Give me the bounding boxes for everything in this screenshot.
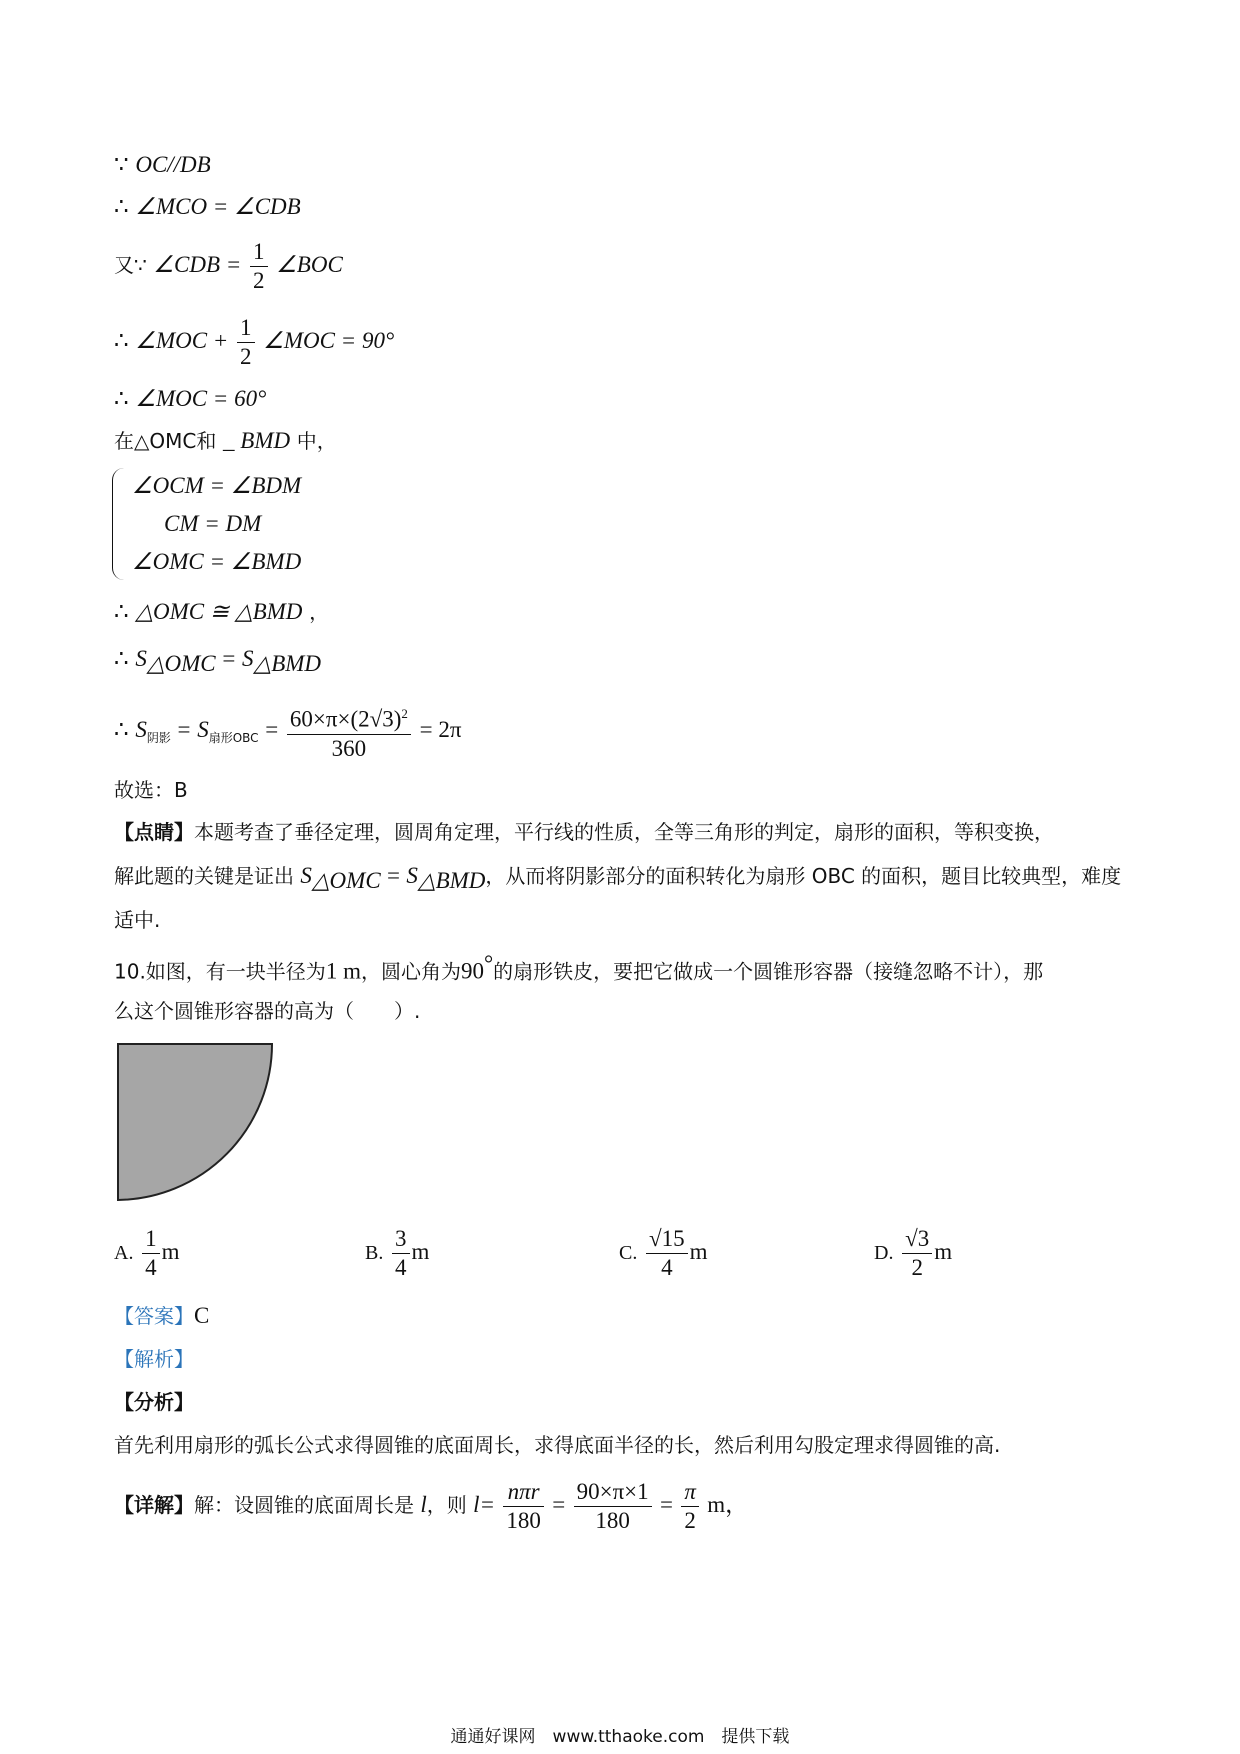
fraction-numerator: √3 <box>902 1225 932 1254</box>
therefore-symbol: ∴ <box>114 386 129 411</box>
sector-area-fraction <box>287 700 411 763</box>
area-symbol: S <box>406 863 418 888</box>
question-line-1 <box>114 950 1043 986</box>
fraction-denominator: 4 <box>661 1255 673 1280</box>
comment-text: 解此题的关键是证出 <box>114 864 294 888</box>
proof-line-5 <box>114 385 266 413</box>
system-equation-3: ∠OMC = ∠BMD <box>132 549 302 574</box>
detail-line <box>114 1478 748 1535</box>
variable-l: l <box>420 1492 427 1517</box>
because-symbol: ∵ <box>114 152 129 177</box>
fenxi-text: 首先利用扇形的弧长公式求得圆锥的底面周长，求得底面半径的长，然后利用勾股定理求得圆锥的高. <box>114 1433 1001 1457</box>
angle-equation: ∠MCO = ∠CDB <box>135 194 301 219</box>
therefore-symbol: ∴ <box>114 194 129 219</box>
proof-line-7 <box>114 598 329 626</box>
fraction-numerator: √15 <box>646 1225 688 1254</box>
answer-label: 【答案】 <box>114 1304 194 1328</box>
question-line-2: 么这个圆锥形容器的高为（ ）. <box>114 999 421 1023</box>
fraction-denominator: 180 <box>506 1508 541 1533</box>
fraction-denominator: 2 <box>253 268 265 293</box>
equals-sign: = <box>222 646 236 671</box>
option-a[interactable] <box>114 1225 180 1282</box>
fraction-numerator: 1 <box>250 238 268 267</box>
comment-line-2 <box>114 862 1121 895</box>
area-result: = 2π <box>419 716 462 742</box>
fraction-numerator: 3 <box>392 1225 410 1254</box>
comment-text: ，从而将阴影部分的面积转化为扇形 OBC 的面积，题目比较典型，难度 <box>485 864 1122 888</box>
arc-length-result <box>681 1478 699 1535</box>
triangle-name: _ BMD <box>223 428 291 453</box>
fraction-denominator: 2 <box>911 1255 923 1280</box>
comment-line-3: 适中. <box>114 908 161 932</box>
option-fraction <box>646 1225 688 1282</box>
equals-sign: = <box>660 1492 673 1517</box>
choice-line: 故选：B <box>114 778 188 802</box>
proof-line-3 <box>114 238 343 295</box>
fraction-denominator: 2 <box>684 1508 696 1533</box>
option-label: A. <box>114 1242 134 1264</box>
line-prefix: 又∵ <box>114 253 147 277</box>
proof-line-1 <box>114 151 211 179</box>
answer-value: C <box>194 1303 210 1328</box>
area-symbol: S <box>197 716 209 742</box>
fraction-denominator: 2 <box>240 344 252 369</box>
equation-lhs: ∠CDB = <box>153 252 242 277</box>
equals-sign: = <box>387 863 401 888</box>
comment-text: 本题考查了垂径定理，圆周角定理，平行线的性质，全等三角形的判定，扇形的面积，等积变换， <box>194 820 1054 844</box>
fraction-denominator: 180 <box>595 1508 630 1533</box>
sector-shape <box>118 1044 272 1200</box>
quarter-sector-figure <box>112 1040 282 1210</box>
fraction-numerator: nπr <box>503 1478 544 1507</box>
fraction-numerator: 90×π×1 <box>574 1478 652 1507</box>
angle-result: ∠MOC = 60° <box>135 386 267 411</box>
numerator-text: 60×π×(2√3) <box>289 706 402 732</box>
option-c[interactable] <box>619 1225 708 1282</box>
option-b[interactable] <box>365 1225 429 1282</box>
option-label: C. <box>619 1242 638 1264</box>
area-symbol: S <box>135 716 147 742</box>
radius-value: 1 m <box>325 958 361 984</box>
fraction-numerator: 1 <box>237 314 255 343</box>
equation-lhs: ∠MOC + <box>135 328 229 353</box>
angle-value: 90 <box>460 958 484 984</box>
area-subscript: 扇形OBC <box>208 731 259 746</box>
question-text: 的扇形铁皮，要把它做成一个圆锥形容器（接缝忽略不计），那 <box>493 959 1044 984</box>
line-suffix: 中， <box>296 429 337 453</box>
equation-rhs: ∠BOC <box>276 252 343 277</box>
unit-suffix: m， <box>707 1492 749 1517</box>
question-text: ，圆心角为 <box>360 959 461 984</box>
option-fraction <box>142 1225 160 1282</box>
system-line-2 <box>164 510 261 538</box>
system-line-3 <box>132 548 301 576</box>
area-symbol: S <box>242 646 254 671</box>
option-d[interactable] <box>874 1225 952 1282</box>
congruence-statement: △OMC ≅ △BMD <box>135 599 303 624</box>
option-unit: m <box>689 1239 708 1264</box>
fraction-numerator: π <box>681 1478 699 1507</box>
answer-line <box>114 1302 209 1330</box>
option-fraction <box>902 1225 932 1282</box>
parallel-statement: OC//DB <box>135 152 211 177</box>
detail-label: 【详解】 <box>114 1493 194 1517</box>
equals-sign: = <box>265 716 279 742</box>
therefore-symbol: ∴ <box>114 716 129 742</box>
detail-text: ，则 <box>426 1493 467 1517</box>
fraction-half <box>237 314 255 371</box>
equals-sign: = <box>177 716 191 742</box>
therefore-symbol: ∴ <box>114 328 129 353</box>
equals-sign: = <box>552 1492 566 1517</box>
line-suffix: ， <box>309 600 330 624</box>
option-unit: m <box>934 1239 953 1264</box>
variable-l: l= <box>473 1492 496 1517</box>
therefore-symbol: ∴ <box>114 646 129 671</box>
system-equation-1: ∠OCM = ∠BDM <box>132 473 302 498</box>
triangle-intro: 在△OMC和 <box>114 429 217 453</box>
degree-sign: ° <box>483 951 494 976</box>
fraction-denominator: 360 <box>331 735 367 761</box>
fraction-numerator <box>287 700 411 735</box>
proof-line-9 <box>114 700 461 763</box>
proof-line-4 <box>114 314 394 371</box>
fraction-denominator: 4 <box>395 1255 407 1280</box>
question-text: 10.如图，有一块半径为 <box>114 959 326 984</box>
detail-text: 解：设圆锥的底面周长是 <box>194 1493 414 1517</box>
area-subscript: △BMD <box>253 651 322 677</box>
option-unit: m <box>411 1239 430 1264</box>
proof-line-6 <box>114 427 337 455</box>
area-subscript: △OMC <box>146 651 216 677</box>
arc-length-formula <box>503 1478 544 1535</box>
option-unit: m <box>161 1239 180 1264</box>
system-equation-2: CM = DM <box>164 511 262 536</box>
exponent: 2 <box>401 706 408 721</box>
comment-line-1 <box>114 818 1054 846</box>
area-subscript: △BMD <box>417 868 486 893</box>
option-label: B. <box>365 1242 384 1264</box>
fraction-denominator: 4 <box>145 1255 157 1280</box>
system-line-1 <box>132 472 301 500</box>
equation-rhs: ∠MOC = 90° <box>263 328 395 353</box>
therefore-symbol: ∴ <box>114 599 129 624</box>
analysis-label: 【解析】 <box>114 1347 194 1371</box>
area-symbol: S <box>300 863 312 888</box>
area-subscript: △OMC <box>311 868 381 893</box>
fraction-numerator: 1 <box>142 1225 160 1254</box>
arc-length-calc <box>574 1478 652 1535</box>
proof-line-8 <box>114 645 321 678</box>
comment-label: 【点睛】 <box>114 820 194 844</box>
fraction-half <box>250 238 268 295</box>
proof-line-2 <box>114 193 301 221</box>
footer-watermark: 通通好课网 www.tthaoke.com 提供下载 <box>450 1727 790 1747</box>
option-fraction <box>392 1225 410 1282</box>
system-brace <box>112 468 127 580</box>
area-symbol: S <box>135 646 147 671</box>
option-label: D. <box>874 1242 894 1264</box>
fenxi-label: 【分析】 <box>114 1390 194 1414</box>
area-subscript: 阴影 <box>146 731 171 746</box>
